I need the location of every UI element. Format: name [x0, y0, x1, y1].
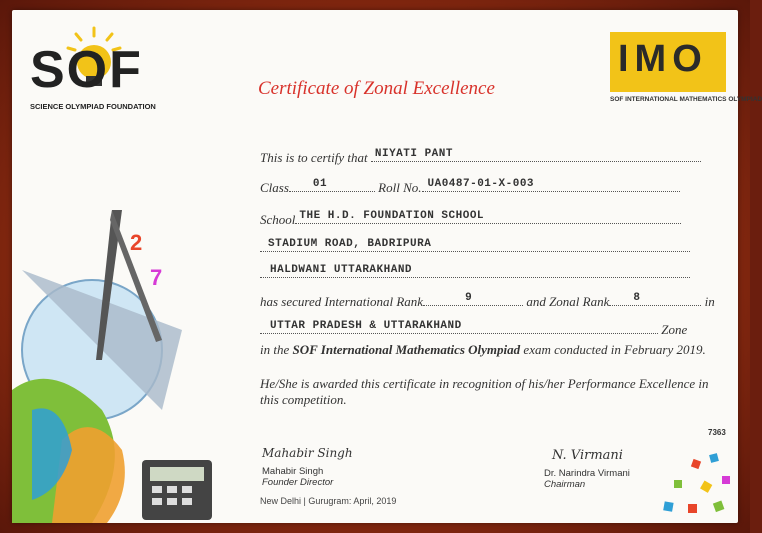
class-value: 01 [312, 178, 328, 190]
signatory-founder [262, 466, 333, 488]
exam-line [260, 342, 706, 358]
exam-name: SOF International Mathematics Olympiad [292, 342, 521, 357]
intl-rank-value: 9 [465, 292, 473, 304]
zonal-rank-label: and Zonal Rank [526, 294, 610, 309]
school-label: School [260, 212, 296, 227]
signature-founder: Mahabir Singh [262, 446, 353, 460]
confetti-decoration [652, 440, 738, 523]
award-line-1: He/She is awarded this certificate in recognition of his/her Performance Excellence in [260, 376, 709, 391]
sof-logo-text: SOF [30, 41, 143, 99]
school-address: STADIUM ROAD, BADRIPURA [268, 238, 432, 250]
signatory-chairman [544, 468, 630, 490]
exam-suffix: exam conducted in February 2019. [523, 342, 706, 357]
class-roll-line [260, 180, 680, 196]
rank-line [260, 294, 715, 310]
sof-logo [30, 30, 170, 120]
chairman-role: Chairman [544, 479, 586, 490]
math-illustration [12, 210, 222, 523]
school-address-line [260, 240, 690, 256]
zone-line [260, 322, 687, 338]
in-label: in [704, 294, 715, 309]
imo-tagline: SOF INTERNATIONAL MATHEMATICS OLYMPIAD [610, 96, 762, 103]
certificate-paper [12, 10, 762, 523]
signature-chairman: N. Virmani [552, 448, 623, 463]
school-name: THE H.D. FOUNDATION SCHOOL [299, 210, 485, 222]
intl-rank-label: has secured International Rank [260, 294, 424, 309]
svg-text:7: 7 [150, 265, 163, 290]
exam-prefix: in the [260, 342, 290, 357]
roll-value: UA0487-01-X-003 [427, 178, 535, 190]
certify-line [260, 150, 701, 166]
sof-tagline: SCIENCE OLYMPIAD FOUNDATION [30, 102, 156, 111]
place-date: New Delhi | Gurugram: April, 2019 [260, 496, 397, 506]
imo-logo-text: IMO [618, 38, 708, 80]
serial-number: 7363 [708, 428, 726, 437]
svg-text:2: 2 [130, 230, 143, 255]
class-label: Class [260, 180, 289, 195]
zone-value: UTTAR PRADESH & UTTARAKHAND [270, 320, 462, 332]
school-city-line [260, 266, 690, 282]
school-city: HALDWANI UTTARAKHAND [270, 264, 413, 276]
founder-name: Mahabir Singh [262, 466, 324, 477]
certificate-title: Certificate of Zonal Excellence [258, 78, 495, 99]
certify-label: This is to certify that [260, 150, 368, 165]
zone-label: Zone [661, 322, 688, 337]
student-name: NIYATI PANT [374, 148, 453, 160]
founder-role: Founder Director [262, 477, 334, 488]
chairman-name: Dr. Narindra Virmani [544, 468, 630, 479]
award-line-2: this competition. [260, 392, 347, 407]
zonal-rank-value: 8 [633, 292, 641, 304]
imo-logo [610, 32, 726, 92]
roll-label: Roll No. [378, 180, 422, 195]
school-line [260, 212, 681, 228]
